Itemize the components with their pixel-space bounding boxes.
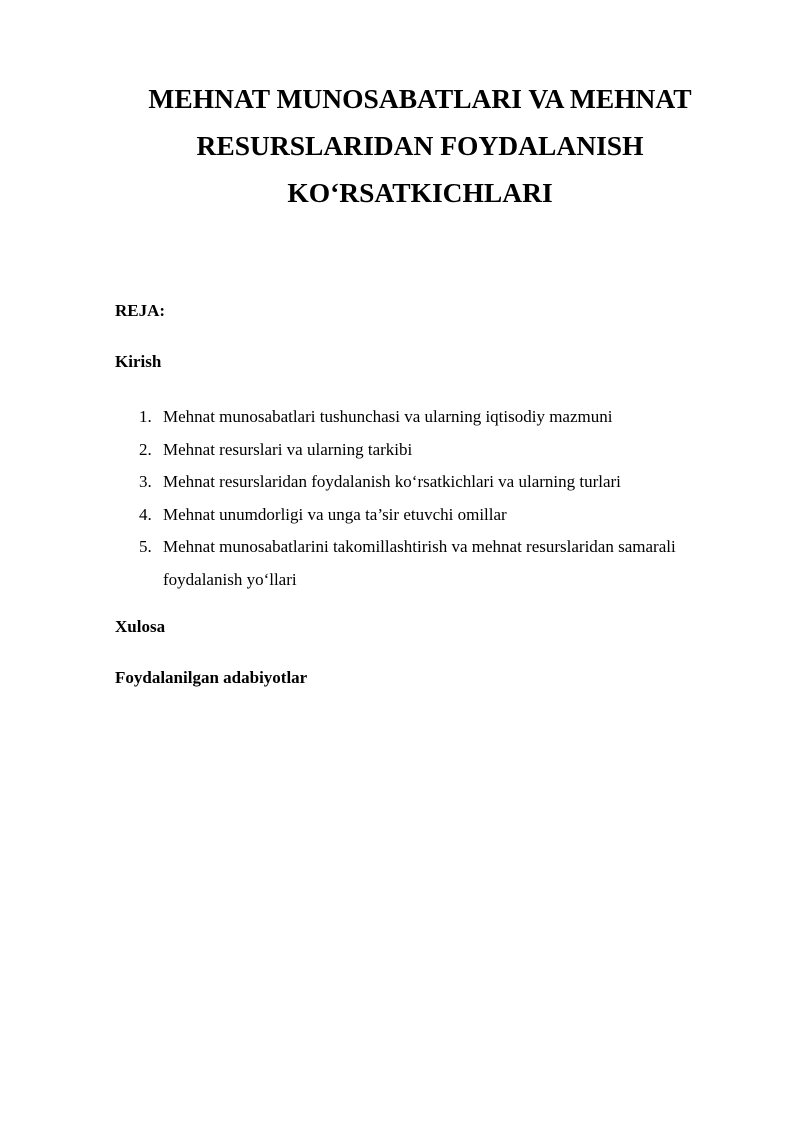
list-item: [115, 434, 755, 467]
list-item-text: Mehnat munosabatlari tushunchasi va ularning iqtisodiy mazmuni: [163, 407, 613, 426]
intro-heading: Kirish: [115, 352, 162, 371]
list-item-number: 4.: [139, 504, 152, 524]
list-item-text: Mehnat unumdorligi va unga ta’sir etuvchi omillar: [163, 504, 507, 524]
list-item-number: 3.: [139, 472, 152, 491]
list-item: [115, 531, 755, 596]
document-title: [110, 75, 730, 216]
list-item: [115, 466, 755, 499]
list-item-number: 2.: [139, 439, 152, 459]
title-line-3: KO‘RSATKICHLARI: [287, 177, 553, 208]
title-line-2: RESURSLARIDAN FOYDALANISH: [196, 130, 644, 161]
plan-list: [115, 401, 755, 596]
conclusion-heading: Xulosa: [115, 617, 166, 636]
list-item-text: Mehnat resurslari va ularning tarkibi: [163, 439, 413, 459]
references-heading: Foydalanilgan adabiyotlar: [115, 668, 308, 687]
title-line-1: MEHNAT MUNOSABATLARI VA MEHNAT: [148, 83, 692, 114]
list-item: [115, 499, 755, 532]
plan-heading: REJA:: [115, 301, 166, 320]
list-item: [115, 401, 755, 434]
list-item-text: Mehnat resurslaridan foydalanish ko‘rsatkichlari va ularning turlari: [163, 472, 621, 491]
list-item-text: Mehnat munosabatlarini takomillashtirish va mehnat resurslaridan samarali foydalanish yo‘llari: [163, 537, 676, 589]
list-item-number: 5.: [139, 537, 152, 556]
list-item-number: 1.: [139, 407, 152, 426]
